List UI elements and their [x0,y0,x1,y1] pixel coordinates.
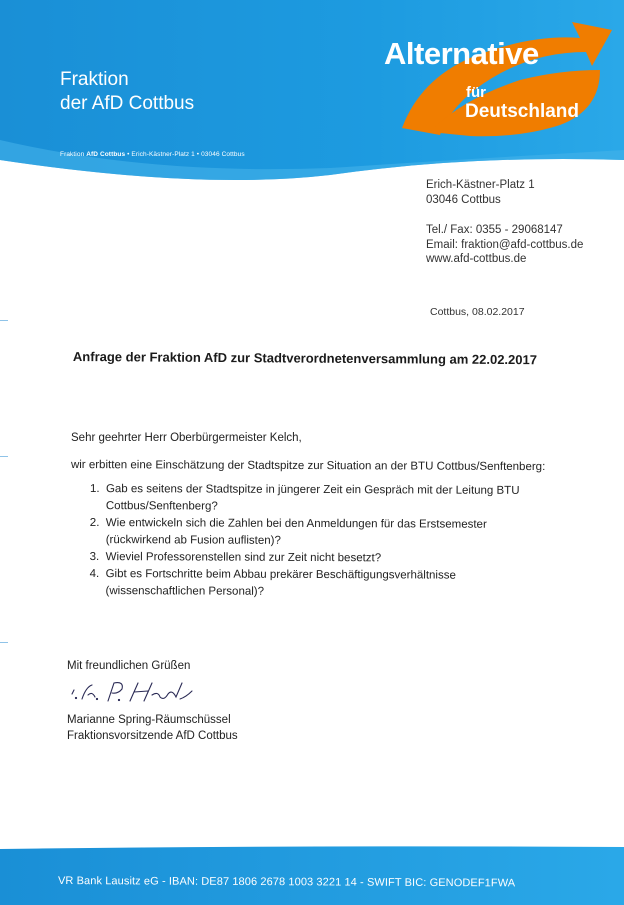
salutation: Sehr geehrter Herr Oberbürgermeister Kelch, [71,432,302,444]
fraction-title-line2: der AfD Cottbus [60,93,195,114]
list-item [89,566,529,602]
sender-prefix: Fraktion [60,151,87,158]
list-item-line: Wie entwickeln sich die Zahlen bei den Anmeldungen für das Erstsemester [105,517,487,531]
closing: Mit freundlichen Grüßen [67,660,191,672]
list-item-line: (rückwirkend ab Fusion auflisten)? [105,534,281,547]
list-item [90,549,530,568]
list-item [90,481,530,517]
logo-word-deutschland: Deutschland [465,101,580,122]
sender-address-line [60,151,245,158]
list-item-number: 3. [89,550,100,564]
signer-role: Fraktionsvorsitzende AfD Cottbus [67,730,238,742]
fraction-title [60,68,194,116]
list-item-number: 4. [89,567,100,581]
address-website: www.afd-cottbus.de [426,253,527,265]
sender-rest: • Erich-Kästner-Platz 1 • 03046 Cottbus [125,151,245,158]
bank-details: VR Bank Lausitz eG - IBAN: DE87 1806 2678 1003 3221 14 - SWIFT BIC: GENODEF1FWA [57,875,516,890]
list-item-line: (wissenschaftlichen Personal)? [105,585,265,598]
fold-mark [0,456,8,457]
list-item-line: Cottbus/Senftenberg? [105,500,218,513]
logo-word-fuer: für [466,84,486,101]
fold-mark [0,642,8,643]
list-item-line: Wieviel Professorenstellen sind zur Zeit nicht besetzt? [105,551,382,565]
address-city: 03046 Cottbus [426,194,501,206]
list-item-number: 1. [89,482,100,496]
sender-bold: AfD Cottbus [86,151,126,158]
list-item-number: 2. [89,516,100,530]
letter-subject: Anfrage der Fraktion AfD zur Stadtverordnetenversammlung am 22.02.2017 [72,349,538,368]
question-list [89,481,530,602]
handwritten-signature [68,677,198,707]
logo-word-alternative: Alternative [384,36,539,71]
address-phone: Tel./ Fax: 0355 - 29068147 [426,224,563,236]
list-item [90,515,530,551]
address-street: Erich-Kästner-Platz 1 [426,179,535,191]
fold-mark [0,320,8,321]
fraction-title-line1: Fraktion [60,69,129,90]
signer-name: Marianne Spring-Räumschüssel [67,714,231,726]
address-email: Email: fraktion@afd-cottbus.de [426,239,584,251]
document-date: Cottbus, 08.02.2017 [430,306,525,318]
list-item-line: Gibt es Fortschritte beim Abbau prekärer Beschäftigungsverhältnisse [105,568,456,582]
intro-paragraph: wir erbitten eine Einschätzung der Stadtspitze zur Situation an der BTU Cottbus/Senftenberg: [70,458,546,474]
list-item-line: Gab es seitens der Stadtspitze in jüngerer Zeit ein Gespräch mit der Leitung BTU [105,483,520,497]
